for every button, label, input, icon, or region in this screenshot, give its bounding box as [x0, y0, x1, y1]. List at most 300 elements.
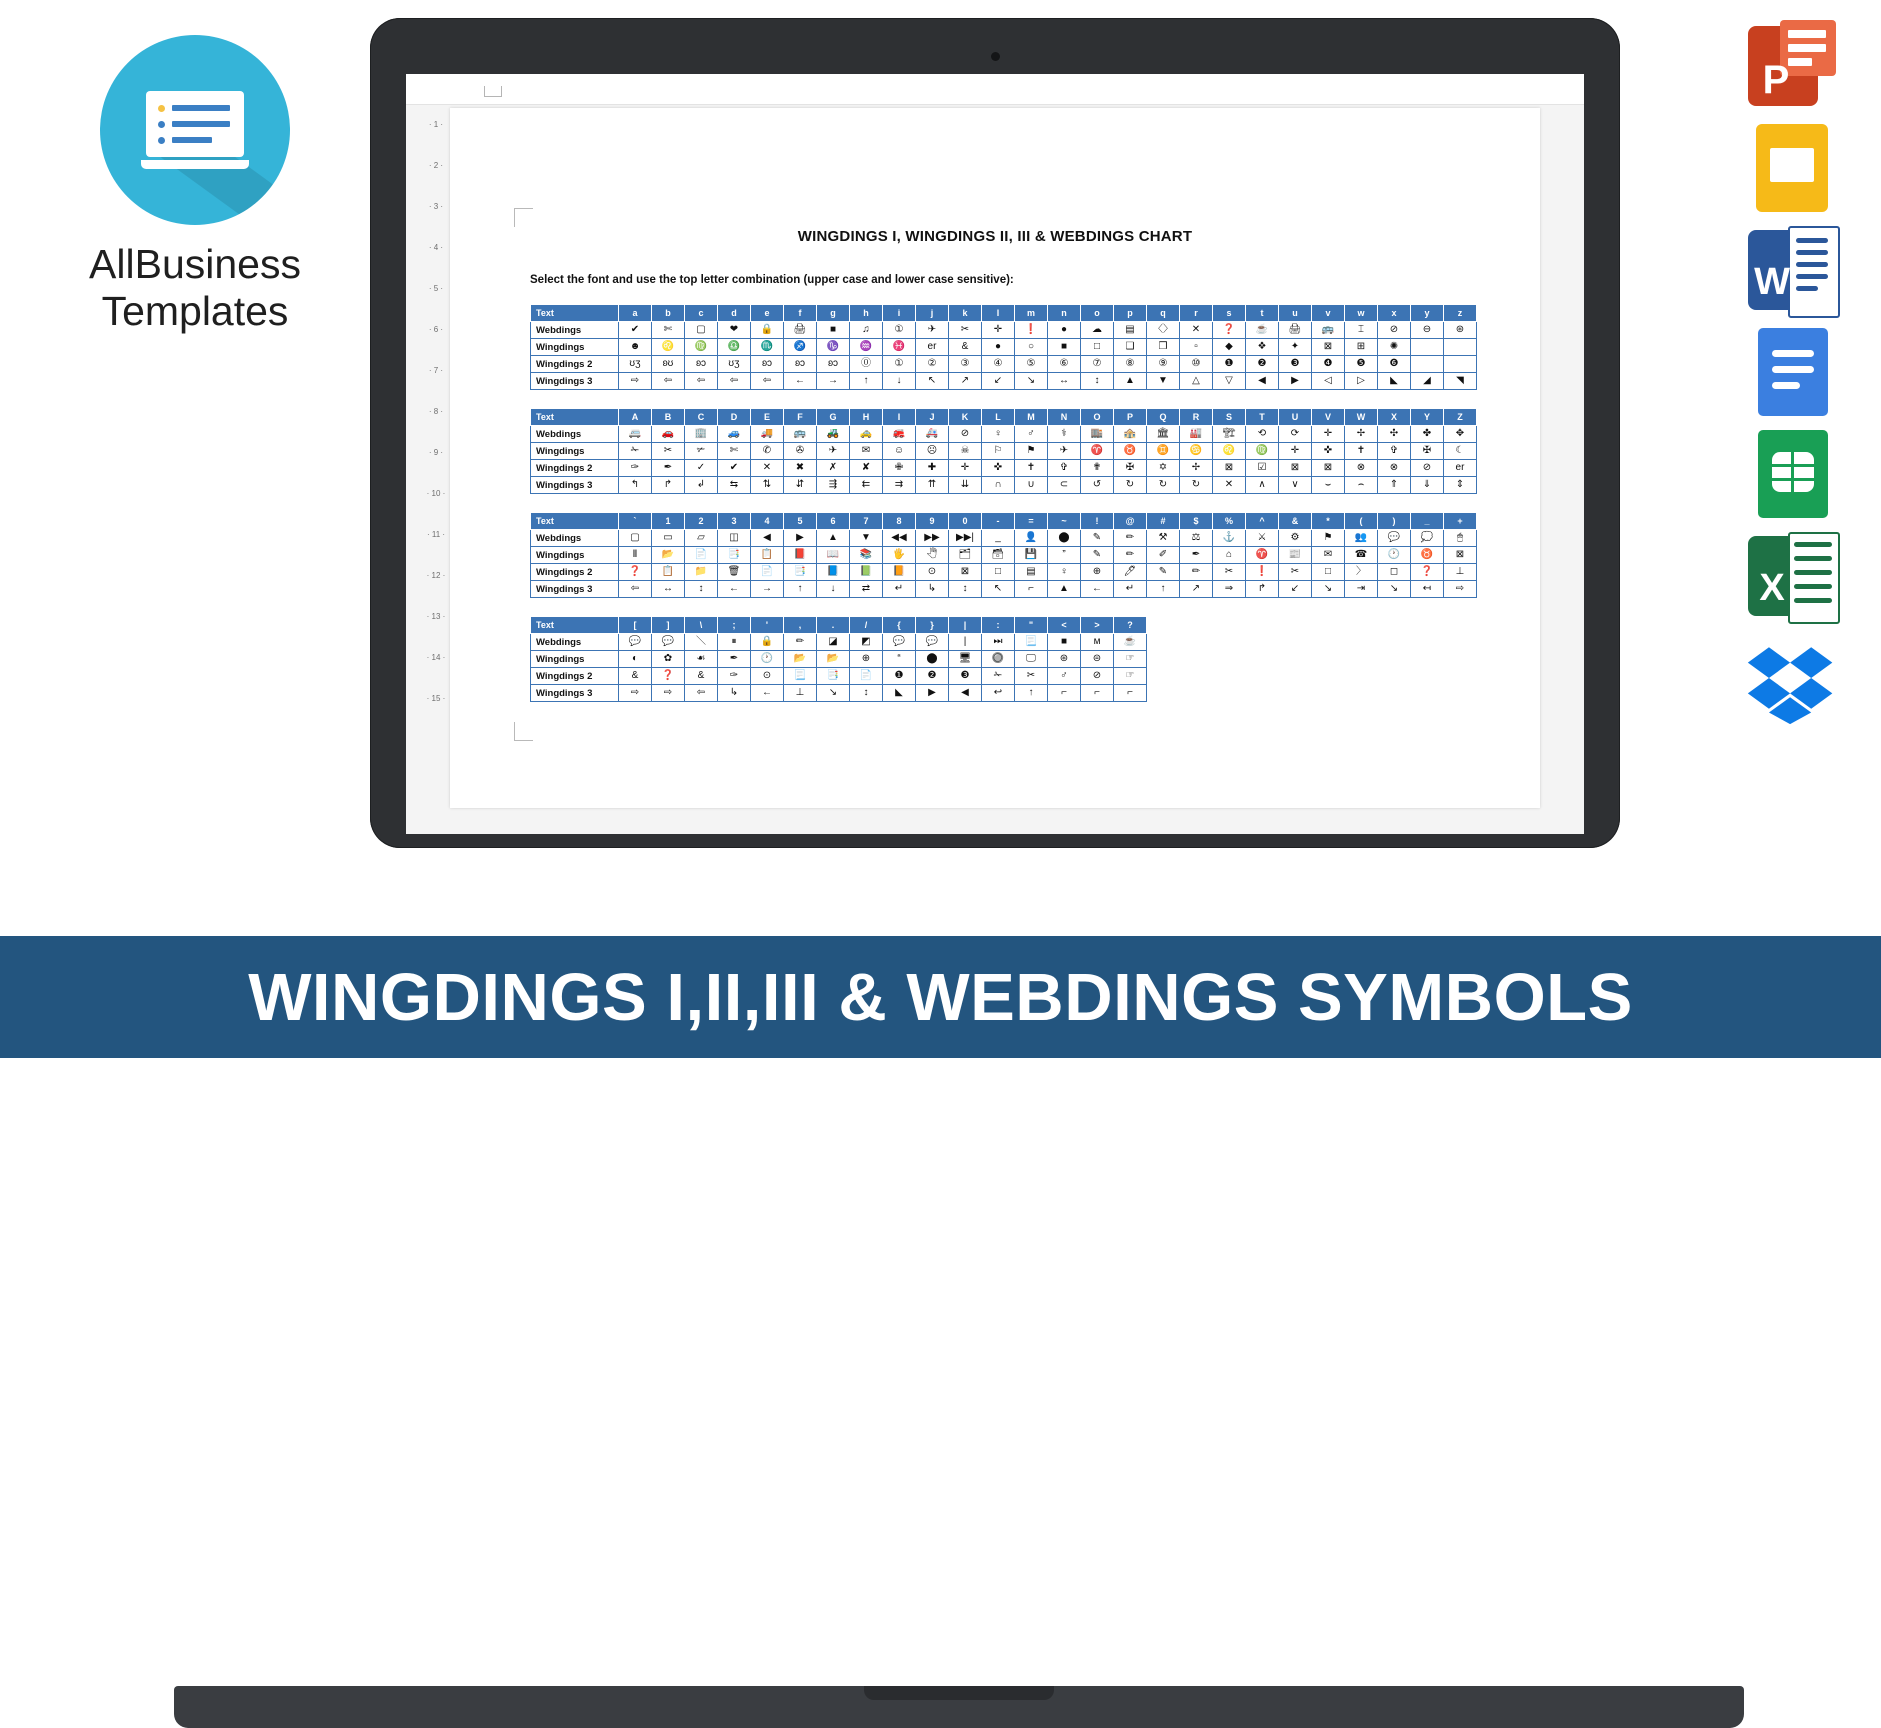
symbol-cell: ☕: [1114, 634, 1147, 651]
symbol-cell: ✎: [1081, 530, 1114, 547]
symbol-cell: ⊠: [1312, 460, 1345, 477]
symbol-cell: ↵: [1114, 581, 1147, 598]
column-header: O: [1081, 409, 1114, 426]
table-row: [531, 443, 1477, 460]
symbol-cell: ❗: [1015, 322, 1048, 339]
symbol-cell: ⊥: [1444, 564, 1477, 581]
symbol-cell: ▶: [1279, 373, 1312, 390]
column-header: k: [949, 305, 982, 322]
symbol-cell: ↗: [949, 373, 982, 390]
symbol-cell: 🚜: [817, 426, 850, 443]
ruler-tick: · 10 ·: [426, 489, 446, 498]
symbol-cell: ↓: [817, 581, 850, 598]
symbol-cell: ʚɔ: [817, 356, 850, 373]
symbol-cell: ▷: [1345, 373, 1378, 390]
word-letter: W: [1754, 260, 1790, 303]
symbol-cell: ◻: [1378, 564, 1411, 581]
symbol-cell: 🏤: [1114, 426, 1147, 443]
column-header: ;: [718, 617, 751, 634]
symbol-cell: ⇓: [1411, 477, 1444, 494]
symbol-cell: 📂: [817, 651, 850, 668]
ruler-tick: · 12 ·: [426, 571, 446, 580]
symbol-cell: 📖: [817, 547, 850, 564]
symbol-cell: 📁: [685, 564, 718, 581]
symbol-cell: ✈: [817, 443, 850, 460]
symbol-cell: ⏸: [718, 634, 751, 651]
ruler-tick: · 15 ·: [426, 694, 446, 703]
excel-letter: X: [1759, 566, 1785, 609]
column-header: $: [1180, 513, 1213, 530]
symbol-cell: 🗂: [949, 547, 982, 564]
table-row: [531, 322, 1477, 339]
column-header: &: [1279, 513, 1312, 530]
ruler-tick: · 4 ·: [428, 243, 444, 252]
symbol-cell: ✄: [718, 443, 751, 460]
font-name-cell: Webdings: [531, 634, 619, 651]
symbol-cell: ↘: [1378, 581, 1411, 598]
symbol-cell: ←: [784, 373, 817, 390]
symbol-cell: ☕: [1246, 322, 1279, 339]
symbol-cell: ✔: [619, 322, 652, 339]
symbol-table: [530, 304, 1477, 390]
ruler-tick: · 9 ·: [428, 448, 444, 457]
column-header: 3: [718, 513, 751, 530]
symbol-cell: ↳: [916, 581, 949, 598]
symbol-cell: ✂: [949, 322, 982, 339]
symbol-cell: ↩: [982, 685, 1015, 702]
column-header: z: [1444, 305, 1477, 322]
table-row: [531, 547, 1477, 564]
column-header: <: [1048, 617, 1081, 634]
table-row: [531, 668, 1147, 685]
column-header: x: [1378, 305, 1411, 322]
symbol-cell: ⇊: [949, 477, 982, 494]
symbol-cell: ①: [883, 356, 916, 373]
allbusiness-logo: [100, 35, 290, 225]
symbol-cell: ⌂: [1213, 547, 1246, 564]
symbol-cell: ⑩: [1180, 356, 1213, 373]
symbol-cell: ❗: [1246, 564, 1279, 581]
symbol-cell: er: [1444, 460, 1477, 477]
symbol-cell: ☑: [1246, 460, 1279, 477]
symbol-cell: 📋: [751, 547, 784, 564]
symbol-cell: ◀: [1246, 373, 1279, 390]
symbol-cell: ⊂: [1048, 477, 1081, 494]
column-header: T: [1246, 409, 1279, 426]
column-header: ^: [1246, 513, 1279, 530]
dropbox-icon[interactable]: [1744, 630, 1840, 726]
page-title: WINGDINGS I, WINGDINGS II, III & WEBDINGS CHART: [797, 228, 1193, 245]
column-header: !: [1081, 513, 1114, 530]
column-header: ): [1378, 513, 1411, 530]
column-header: J: [916, 409, 949, 426]
column-header: 6: [817, 513, 850, 530]
symbol-cell: ✠: [1411, 443, 1444, 460]
font-name-cell: Wingdings 3: [531, 685, 619, 702]
font-name-cell: Webdings: [531, 530, 619, 547]
symbol-cell: ⓪: [850, 356, 883, 373]
symbol-cell: 👤: [1015, 530, 1048, 547]
symbol-cell: ❸: [949, 668, 982, 685]
symbol-cell: ⊙: [916, 564, 949, 581]
symbol-cell: 🏭: [1180, 426, 1213, 443]
symbol-cell: ⚕: [1048, 426, 1081, 443]
symbol-cell: 📕: [784, 547, 817, 564]
symbol-cell: ⇦: [685, 373, 718, 390]
symbol-cell: 💬: [883, 634, 916, 651]
column-header: G: [817, 409, 850, 426]
symbol-cell: 🖱: [1444, 530, 1477, 547]
symbol-cell: ☾: [1444, 443, 1477, 460]
dropbox-glyph: [1744, 630, 1840, 726]
symbol-cell: [1411, 339, 1444, 356]
ruler-tick: · 6 ·: [428, 325, 444, 334]
symbol-cell: 🔘: [982, 651, 1015, 668]
symbol-cell: ♉: [1411, 547, 1444, 564]
symbol-cell: ⇨: [619, 373, 652, 390]
symbol-cell: ⟳: [1279, 426, 1312, 443]
symbol-cell: ⊕: [850, 651, 883, 668]
column-header: Z: [1444, 409, 1477, 426]
column-header: w: [1345, 305, 1378, 322]
symbol-cell: ✢: [1345, 426, 1378, 443]
symbol-cell: ←: [718, 581, 751, 598]
symbol-cell: ⇨: [619, 685, 652, 702]
column-header: *: [1312, 513, 1345, 530]
symbol-cell: ■: [1048, 634, 1081, 651]
symbol-cell: 📂: [784, 651, 817, 668]
symbol-cell: ❸: [1279, 356, 1312, 373]
symbol-cell: ❒: [1147, 339, 1180, 356]
symbol-cell: [1411, 356, 1444, 373]
symbol-cell: ✁: [619, 443, 652, 460]
symbol-cell: ⇦: [619, 581, 652, 598]
symbol-cell: ✛: [1312, 426, 1345, 443]
symbol-cell: 🖨: [1279, 322, 1312, 339]
symbol-cell: ◥: [1444, 373, 1477, 390]
font-name-cell: Wingdings 3: [531, 581, 619, 598]
symbol-cell: 🖊: [1114, 564, 1147, 581]
brand-block: [30, 35, 360, 335]
symbol-cell: 📄: [751, 564, 784, 581]
symbol-cell: 〈〉: [1147, 322, 1180, 339]
symbol-cell: ✐: [1147, 547, 1180, 564]
symbol-cell: ⚑: [1015, 443, 1048, 460]
symbol-cell: ⊠: [1213, 460, 1246, 477]
column-header: D: [718, 409, 751, 426]
column-header: `: [619, 513, 652, 530]
symbol-cell: ✕: [1213, 477, 1246, 494]
wingdings-table-lowercase: [530, 304, 1477, 390]
symbol-cell: ⊠: [1444, 547, 1477, 564]
symbol-cell: 🏬: [1081, 426, 1114, 443]
symbol-cell: ⇆: [718, 477, 751, 494]
table-row: [531, 460, 1477, 477]
column-header: S: [1213, 409, 1246, 426]
symbol-cell: ✞: [1048, 460, 1081, 477]
table-row: [531, 634, 1147, 651]
symbol-cell: ✛: [1279, 443, 1312, 460]
symbol-cell: ⊜: [1081, 651, 1114, 668]
symbol-cell: 🔒: [751, 322, 784, 339]
column-header: V: [1312, 409, 1345, 426]
ruler-tick: · 11 ·: [426, 530, 446, 539]
column-header: R: [1180, 409, 1213, 426]
symbol-cell: ♑: [817, 339, 850, 356]
column-header: s: [1213, 305, 1246, 322]
symbol-cell: ↙: [1279, 581, 1312, 598]
symbol-cell: ↗: [1180, 581, 1213, 598]
symbol-cell: ♀: [1048, 564, 1081, 581]
symbol-cell: ✛: [949, 460, 982, 477]
symbol-cell: ↱: [1246, 581, 1279, 598]
symbol-cell: ↕: [1081, 373, 1114, 390]
symbol-cell: ✤: [1411, 426, 1444, 443]
column-header: -: [982, 513, 1015, 530]
symbol-cell: ♌: [652, 339, 685, 356]
font-name-cell: Wingdings: [531, 443, 619, 460]
symbol-cell: ●: [982, 339, 1015, 356]
symbol-cell: ■: [1048, 339, 1081, 356]
symbol-cell: ⇕: [1444, 477, 1477, 494]
symbol-cell: ❓: [619, 564, 652, 581]
symbol-cell: ✃: [685, 443, 718, 460]
symbol-cell: ⬤: [916, 651, 949, 668]
google-sheets-icon[interactable]: [1744, 426, 1840, 522]
column-header: ': [751, 617, 784, 634]
table-corner-header: Text: [531, 513, 619, 530]
symbol-cell: ⌐: [1048, 685, 1081, 702]
symbol-cell: ⊥: [784, 685, 817, 702]
symbol-cell: ⑦: [1081, 356, 1114, 373]
symbol-cell: ✜: [1312, 443, 1345, 460]
symbol-cell: ↔: [652, 581, 685, 598]
font-name-cell: Wingdings 2: [531, 564, 619, 581]
symbol-cell: ⊕: [1081, 564, 1114, 581]
symbol-cell: □: [982, 564, 1015, 581]
column-header: M: [1015, 409, 1048, 426]
symbol-cell: ◆: [1213, 339, 1246, 356]
symbol-cell: ◪: [817, 634, 850, 651]
table-row: [531, 530, 1477, 547]
document-viewport[interactable]: [406, 74, 1584, 834]
column-header: W: [1345, 409, 1378, 426]
laptop-screen: [406, 74, 1584, 834]
symbol-cell: ▼: [850, 530, 883, 547]
symbol-cell: ❻: [1378, 356, 1411, 373]
symbol-cell: ✡: [1147, 460, 1180, 477]
symbol-cell: ◐: [619, 651, 652, 668]
symbol-cell: ✑: [718, 668, 751, 685]
symbol-cell: ⊘: [1378, 322, 1411, 339]
symbol-cell: 🚕: [850, 426, 883, 443]
symbol-cell: 🚙: [718, 426, 751, 443]
symbol-table: [530, 616, 1147, 702]
brand-name: [30, 241, 360, 335]
symbol-cell: ⟲: [1246, 426, 1279, 443]
column-header: o: [1081, 305, 1114, 322]
symbol-cell: □: [1081, 339, 1114, 356]
symbol-cell: ❑: [1114, 339, 1147, 356]
symbol-cell: Ⅱ: [619, 547, 652, 564]
symbol-cell: ⇇: [850, 477, 883, 494]
column-header: r: [1180, 305, 1213, 322]
symbol-cell: ✞: [1378, 443, 1411, 460]
symbol-cell: ▤: [1015, 564, 1048, 581]
column-header: h: [850, 305, 883, 322]
symbol-cell: 🚐: [619, 426, 652, 443]
symbol-cell: ✏: [784, 634, 817, 651]
symbol-cell: ✒: [718, 651, 751, 668]
symbol-cell: ❓: [652, 668, 685, 685]
google-slides-icon[interactable]: [1744, 120, 1840, 216]
column-header: m: [1015, 305, 1048, 322]
column-header: /: [850, 617, 883, 634]
symbol-cell: ▽: [1213, 373, 1246, 390]
symbol-cell: ⊛: [1444, 322, 1477, 339]
symbol-cell: ◣: [883, 685, 916, 702]
column-header: q: [1147, 305, 1180, 322]
symbol-cell: ⑤: [1015, 356, 1048, 373]
symbol-cell: ✚: [916, 460, 949, 477]
symbol-cell: ↘: [817, 685, 850, 702]
symbol-cell: ❷: [1246, 356, 1279, 373]
symbol-cell: ✎: [1147, 564, 1180, 581]
symbol-cell: 🚗: [652, 426, 685, 443]
symbol-cell: ▼: [1147, 373, 1180, 390]
column-header: c: [685, 305, 718, 322]
symbol-cell: ♀: [982, 426, 1015, 443]
ruler-tick: · 7 ·: [428, 366, 444, 375]
symbol-cell: &: [685, 668, 718, 685]
column-header: Q: [1147, 409, 1180, 426]
symbol-cell: ✂: [652, 443, 685, 460]
symbol-cell: ∨: [1279, 477, 1312, 494]
column-header: d: [718, 305, 751, 322]
symbol-cell: 🚌: [784, 426, 817, 443]
excel-icon[interactable]: [1744, 528, 1840, 624]
symbol-cell: ▲: [1048, 581, 1081, 598]
symbol-cell: ♓: [883, 339, 916, 356]
symbol-cell: ↻: [1147, 477, 1180, 494]
column-header: a: [619, 305, 652, 322]
table-row: [531, 564, 1477, 581]
symbol-cell: 💭: [1411, 530, 1444, 547]
font-name-cell: Webdings: [531, 426, 619, 443]
symbol-cell: ■: [817, 322, 850, 339]
column-header: 5: [784, 513, 817, 530]
symbol-cell: ☹: [916, 443, 949, 460]
symbol-cell: ↕: [850, 685, 883, 702]
symbol-cell: ⇨: [652, 685, 685, 702]
symbol-cell: &: [949, 339, 982, 356]
symbol-cell: ✜: [982, 460, 1015, 477]
symbol-cell: ◩: [850, 634, 883, 651]
symbol-cell: ♍: [685, 339, 718, 356]
symbol-cell: 📂: [652, 547, 685, 564]
symbol-cell: ↤: [1411, 581, 1444, 598]
symbol-cell: ✺: [1378, 339, 1411, 356]
symbol-cell: ▶▶: [916, 530, 949, 547]
column-header: f: [784, 305, 817, 322]
symbol-cell: ʚɔ: [751, 356, 784, 373]
column-header: E: [751, 409, 784, 426]
symbol-cell: ✣: [1378, 426, 1411, 443]
symbol-cell: ▭: [652, 530, 685, 547]
table-row: [531, 651, 1147, 668]
symbol-cell: ↘: [1015, 373, 1048, 390]
symbol-cell: [1444, 356, 1477, 373]
column-header: ]: [652, 617, 685, 634]
symbol-cell: ▲: [817, 530, 850, 547]
symbol-cell: ʚɔ: [784, 356, 817, 373]
symbol-cell: ”: [1048, 547, 1081, 564]
symbol-cell: er: [916, 339, 949, 356]
laptop-trackpad-notch: [864, 1686, 1054, 1700]
symbol-cell: ③: [949, 356, 982, 373]
laptop-mockup: [352, 10, 1632, 910]
document-page[interactable]: [450, 108, 1540, 808]
column-header: _: [1411, 513, 1444, 530]
column-header: .: [817, 617, 850, 634]
google-docs-icon[interactable]: [1744, 324, 1840, 420]
symbol-cell: ⇒: [1213, 581, 1246, 598]
laptop-base: [174, 848, 1744, 890]
symbol-cell: ○: [1015, 339, 1048, 356]
symbol-cell: ↺: [1081, 477, 1114, 494]
column-header: L: [982, 409, 1015, 426]
table-row: [531, 426, 1477, 443]
symbol-cell: ✓: [685, 460, 718, 477]
symbol-cell: 🖥: [949, 651, 982, 668]
symbol-cell: ↻: [1114, 477, 1147, 494]
symbol-cell: ❓: [1213, 322, 1246, 339]
symbol-cell: ♎: [718, 339, 751, 356]
word-icon[interactable]: [1744, 222, 1840, 318]
powerpoint-icon[interactable]: [1744, 18, 1840, 114]
symbol-cell: ✗: [817, 460, 850, 477]
symbol-cell: ⇶: [817, 477, 850, 494]
symbol-cell: ♂: [1048, 668, 1081, 685]
ruler-tick: · 5 ·: [428, 284, 444, 293]
column-header: |: [949, 617, 982, 634]
symbol-cell: ✢: [1180, 460, 1213, 477]
symbol-cell: ⊠: [1279, 460, 1312, 477]
symbol-cell: 💬: [619, 634, 652, 651]
symbol-cell: 📰: [1279, 547, 1312, 564]
symbol-cell: ↖: [916, 373, 949, 390]
symbol-cell: ⇦: [751, 373, 784, 390]
ruler-tick: · 3 ·: [428, 202, 444, 211]
ruler-tick: · 13 ·: [426, 612, 446, 621]
font-name-cell: Wingdings: [531, 339, 619, 356]
symbol-cell: ✈: [1048, 443, 1081, 460]
symbol-cell: ⊘: [1081, 668, 1114, 685]
column-header: \: [685, 617, 718, 634]
symbol-cell: ↑: [850, 373, 883, 390]
symbol-cell: ⌐: [1114, 685, 1147, 702]
column-header: ?: [1114, 617, 1147, 634]
symbol-cell: ☞: [1114, 668, 1147, 685]
table-row: [531, 477, 1477, 494]
symbol-cell: ⚑: [1312, 530, 1345, 547]
symbol-cell: ↔: [1048, 373, 1081, 390]
symbol-cell: ⇉: [883, 477, 916, 494]
column-header: @: [1114, 513, 1147, 530]
symbol-cell: 💬: [652, 634, 685, 651]
symbol-cell: ʊʒ: [619, 356, 652, 373]
symbol-cell: 🚌: [1312, 322, 1345, 339]
